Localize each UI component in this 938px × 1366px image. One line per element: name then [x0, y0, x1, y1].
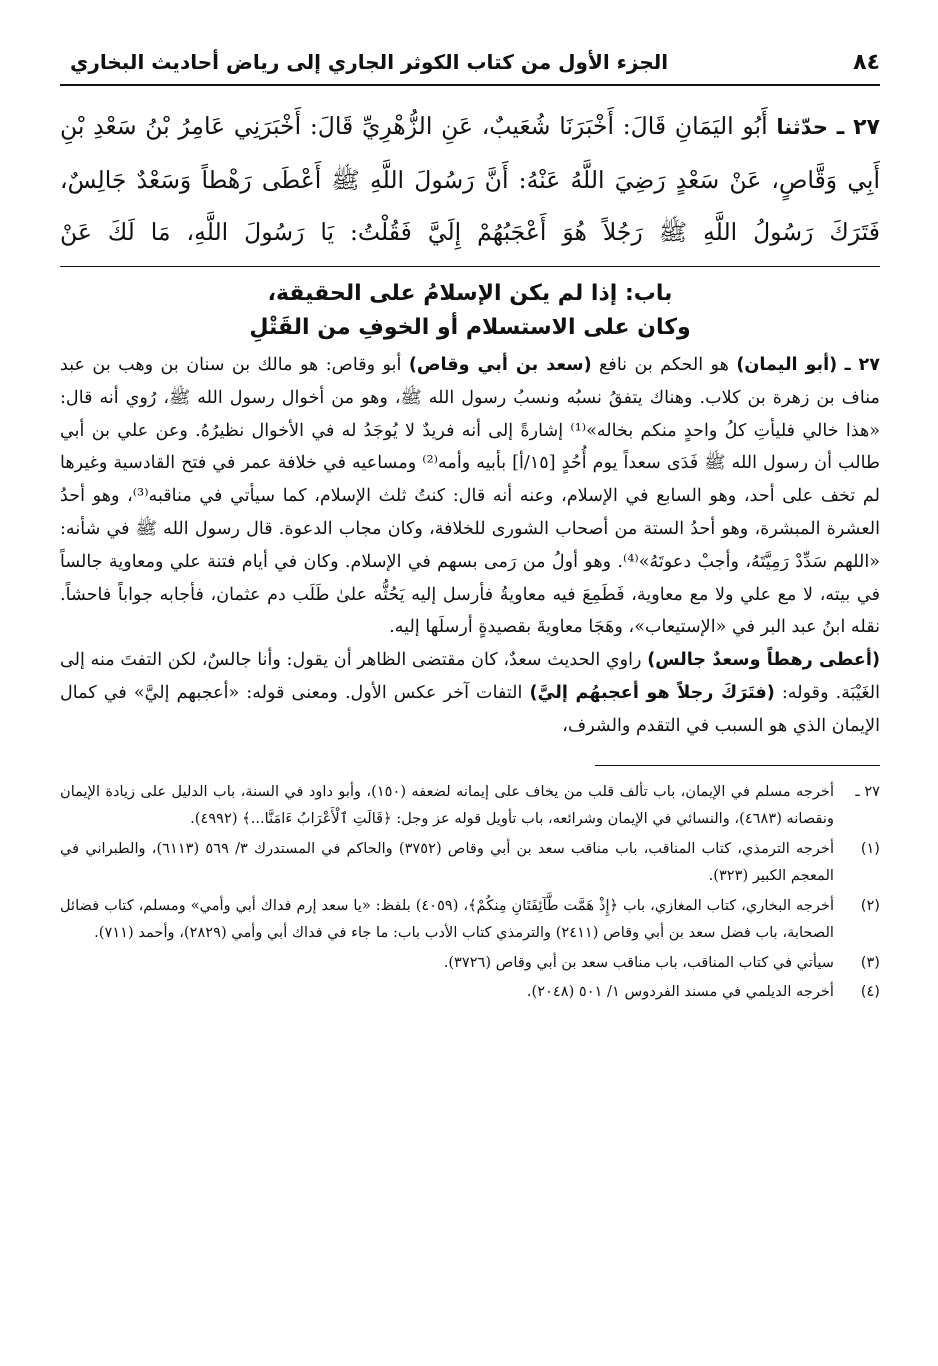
- footnote: [60, 892, 880, 947]
- footnote-number: (٣): [860, 953, 880, 971]
- footnote-number: ٢٧ ـ: [855, 782, 880, 800]
- footnote-text: سيأتي في كتاب المناقب، باب مناقب سعد بن أبي وقاص (٣٧٢٦).: [443, 953, 834, 971]
- hadith-opening: حدّثنا: [776, 115, 828, 139]
- hadith-number: ٢٧ ـ: [836, 115, 880, 140]
- footnote-text: أخرجه مسلم في الإيمان، باب تألف قلب من يخاف على إيمانه لضعفه (١٥٠)، وأبو داود في السنة، باب الدليل على زيادة الإيمان ونقصانه (٤٦٨٣)، والنسائي في الإيمان وشرائعه، باب تأويل قوله عز وجل: ﴿قَالَتِ ٱلْأَعْرَابُ ءَامَنَّا...﴾ (٤٩٩٢).: [60, 782, 834, 828]
- running-header: [60, 40, 880, 84]
- footnote-number: (١): [860, 839, 880, 857]
- footnote-rule: [595, 765, 880, 766]
- footnote-text: أخرجه الترمذي، كتاب المناقب، باب مناقب سعد بن أبي وقاص (٣٧٥٢) والحاكم في المستدرك ٣/ ٥٦٩ (٦١١٣)، والطبراني في المعجم الكبير (٣٢٣).: [60, 839, 834, 885]
- running-title: الجزء الأول من كتاب الكوثر الجاري إلى رياض أحاديث البخاري: [70, 50, 669, 74]
- commentary-number: ٢٧ ـ: [844, 355, 881, 375]
- commentary-text: التفات آخر عكس الأول. ومعنى قوله: «أعجبهم إليَّ» في كمال الإيمان الذي هو السبب في التقدم والشرف،: [60, 682, 880, 736]
- footnote-number: (٤): [860, 983, 880, 1001]
- footnote: [60, 949, 880, 977]
- chapter-heading-line-1: باب: إذا لم يكن الإسلامُ على الحقيقة،: [267, 281, 673, 306]
- footnote: [60, 778, 880, 833]
- chapter-heading: [60, 277, 880, 345]
- commentary-text: أبو وقاص: هو مالك بن سنان بن وهب بن عبد مناف بن زهرة بن كلاب. وهناك يتفقُ نسبُه ونسبُ رسول الله ﷺ، وهو من أخوال رسول الله ﷺ، رُوي أنه قال: «هذا خالي فليأتِ كلُ واحدٍ منكم بخاله»⁽¹⁾ إشارةً إلى أنه فريدٌ لا يُوجَدُ له في الأخوال نظيرُهُ. وعن علي بن أبي طالب أن رسول الله ﷺ فَدَى سعداً يوم أُحُدٍ [١٥/أ] بأبيه وأمه⁽²⁾ ومساعيه في خلافة عمر في فتح القادسية وغيرها لم تخف على أحد، وهو السابع في الإسلام، وعنه أنه قال: كنتُ ثلث الإسلام، كما سيأتي في مناقبه⁽³⁾، وهو أحدُ العشرة المبشرة، وهو أحدُ الستة من أصحاب الشورى للخلافة، وكان مجاب الدعوة. قال رسول الله ﷺ في شأنه: «اللهم سَدِّدْ رَمِيَّتَهُ، وأجبْ دعوتَهُ»⁽⁴⁾. وهو أولُ من رَمى بسهم في الإسلام. وكان في أيام فتنة علي ومعاوية جالساً في بيته، لا مع علي ولا مع معاوية، فَطَمِعَ فيه معاويةُ فأرسل إليه يَحُثُّه علىٰ طَلَب دم عثمان، فأجابه جواباً فاحشاً. نقله ابنُ عبد البر في «الإستيعاب»، وهَجَا معاويةَ بقصيدةٍ أرسلَها إليه.: [60, 355, 881, 638]
- term-abu-al-yaman: (أبو اليمان): [736, 355, 838, 375]
- footnote-text: أخرجه البخاري، كتاب المغازي، باب ﴿إِذْ هَمَّت طَّآئِفَتَانِ مِنكُمْ﴾، (٤٠٥٩) بلفظ: «يا سعد إرم فداك أبي وأمي» ومسلم، كتاب فضائل الصحابة، باب فضل سعد بن أبي وقاص (٢٤١١) والترمذي كتاب الأدب باب: ما جاء في فداك أبي وأمي (٢٨٢٩)، وأحمد (٧١١).: [60, 896, 834, 942]
- header-rule: [60, 84, 880, 86]
- term-saad: (سعد بن أبي وقاص): [408, 355, 592, 375]
- footnote-number: (٢): [860, 896, 880, 914]
- hadith-body: أَبُو اليَمَانِ قَالَ: أَخْبَرَنَا شُعَيبٌ، عَنِ الزُّهْرِيِّ قَالَ: أَخْبَرَنِي عَامِرُ بْنُ سَعْدِ بْنِ أَبِي وَقَّاصٍ، عَنْ سَعْدٍ رَضِيَ اللَّهُ عَنْهُ: أَنَّ رَسُولَ اللَّهِ ﷺ أَعْطَى رَهْطاً وَسَعْدٌ جَالِسٌ، فَتَرَكَ رَسُولُ اللَّهِ ﷺ رَجُلاً هُوَ أَعْجَبُهُمْ إِلَيَّ فَقُلْتُ: يَا رَسُولَ اللَّهِ، مَا لَكَ عَنْ: [60, 112, 880, 246]
- term-ata-rahtan: (أعطى رهطاً وسعدٌ جالس): [647, 650, 880, 671]
- commentary-text: راوي الحديث سعدٌ، كان مقتضى الظاهر أن يقول: وأنا جالسٌ، لكن التفتَ منه إلى الغَيْبَة. وقوله:: [60, 650, 881, 703]
- commentary-paragraph: [60, 349, 880, 644]
- book-page: [60, 40, 880, 1350]
- footnote-text: أخرجه الديلمي في مسند الفردوس ١/ ٥٠١ (٢٠٤٨).: [526, 983, 834, 1001]
- hadith-text: [60, 100, 880, 256]
- term-fataraka: (فتَرَكَ رجلاً هو أعجبهُم إليَّ): [529, 682, 775, 703]
- commentary-paragraph: [60, 644, 880, 742]
- hadith-rule: [60, 266, 880, 267]
- footnote: [60, 835, 880, 890]
- page-number: ٨٤: [853, 49, 880, 75]
- footnote: [60, 978, 880, 1006]
- chapter-heading-line-2: وكان على الاستسلام أو الخوفِ من القَتْلِ: [249, 315, 691, 340]
- commentary-text: هو الحكم بن نافع: [599, 355, 729, 375]
- footnotes: [60, 778, 880, 1006]
- commentary: [60, 349, 880, 743]
